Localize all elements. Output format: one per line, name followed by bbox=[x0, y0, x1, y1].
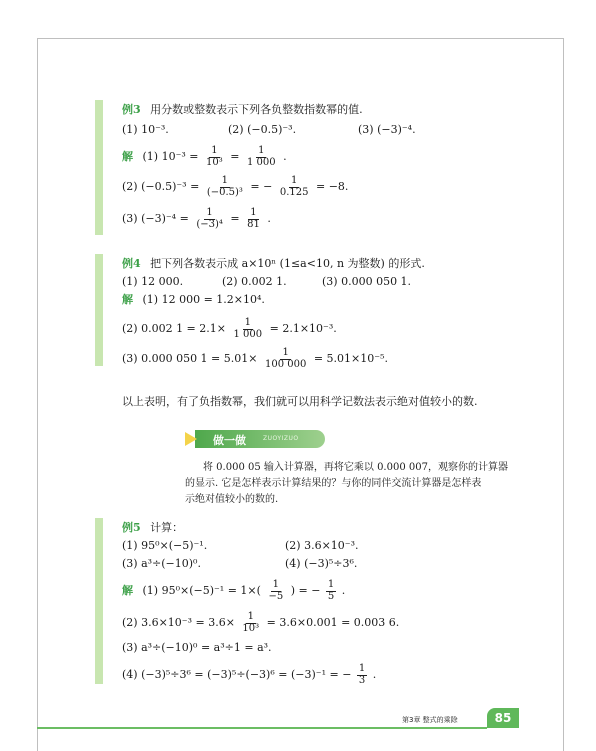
numerator: 1 bbox=[206, 207, 213, 218]
example-4-prompt: 把下列各数表示成 a×10ⁿ (1≤a<10, n 为整数) 的形式. bbox=[150, 257, 425, 270]
numerator: 1 bbox=[211, 145, 218, 156]
numerator: 1 bbox=[258, 145, 265, 156]
example-3-prompt: 用分数或整数表示下列各负整数指数幂的值. bbox=[150, 103, 363, 116]
fraction bbox=[231, 318, 264, 340]
numerator: 1 bbox=[358, 663, 366, 674]
summary-text: 以上表明，有了负指数幂，我们就可以用科学记数法表示绝对值较小的数. bbox=[122, 395, 478, 408]
example-4-q2: (2) 0.002 1. bbox=[222, 275, 287, 288]
math-text: (4) (−3)⁵÷3⁶ = (−3)⁵÷(−3)⁶ = (−3)⁻¹ = − bbox=[122, 668, 352, 681]
numerator: 1 bbox=[327, 579, 335, 590]
fraction bbox=[278, 176, 311, 198]
arrow-icon bbox=[185, 432, 197, 446]
math-text: . bbox=[372, 668, 377, 681]
numerator: 1 bbox=[250, 207, 257, 218]
example-4-bar bbox=[95, 254, 103, 366]
numerator: 1 bbox=[272, 579, 279, 590]
page-number: 85 bbox=[494, 711, 512, 725]
denominator: −5 bbox=[268, 590, 284, 602]
fraction bbox=[245, 146, 278, 168]
numerator: 1 bbox=[290, 175, 298, 186]
example-3-q1: (1) 10⁻³. bbox=[122, 123, 169, 136]
math-text: (2) (−0.5)⁻³ = bbox=[122, 180, 200, 193]
example-5-bar bbox=[95, 518, 103, 684]
example-3-heading bbox=[122, 104, 363, 115]
denominator: 10³ bbox=[242, 622, 260, 634]
fraction bbox=[204, 146, 225, 168]
fraction bbox=[245, 208, 262, 230]
denominator: 81 bbox=[247, 218, 260, 230]
fraction bbox=[205, 176, 245, 198]
denominator: 0.125 bbox=[279, 186, 309, 198]
math-text: . bbox=[267, 212, 271, 225]
fraction bbox=[326, 580, 336, 602]
numerator: 1 bbox=[247, 611, 254, 622]
math-text: (1) 95⁰×(−5)⁻¹ = 1×( bbox=[142, 584, 261, 597]
denominator: (−3)⁴ bbox=[196, 218, 223, 230]
activity-text-3: 示绝对值较小的数的. bbox=[185, 494, 279, 505]
example-3-solution-3 bbox=[122, 208, 271, 230]
numerator: 1 bbox=[244, 317, 251, 328]
chapter-title: 第3章 整式的乘除 bbox=[402, 716, 458, 724]
example-3-solution-2 bbox=[122, 176, 348, 198]
denominator: 10³ bbox=[206, 156, 223, 168]
math-text: = 3.6×0.001 = 0.003 6. bbox=[266, 616, 400, 629]
denominator: 100 000 bbox=[264, 358, 307, 370]
math-text: = bbox=[230, 150, 240, 163]
example-3-label: 例3 bbox=[122, 103, 141, 116]
activity-title: 做一做 bbox=[213, 434, 246, 447]
example-5-q2: (2) 3.6×10⁻³. bbox=[285, 539, 359, 552]
denominator: 1 000 bbox=[246, 156, 276, 168]
math-text: ) = − bbox=[290, 584, 321, 597]
numerator: 1 bbox=[221, 175, 229, 186]
math-text: = −8. bbox=[315, 180, 349, 193]
example-5-solution-3: (3) a³÷(−10)⁰ = a³÷1 = a³. bbox=[122, 641, 272, 654]
example-4-solution-2 bbox=[122, 318, 337, 340]
fraction bbox=[357, 664, 367, 686]
example-5-q1: (1) 95⁰×(−5)⁻¹. bbox=[122, 539, 208, 552]
fraction bbox=[240, 612, 261, 634]
example-5-prompt: 计算： bbox=[150, 521, 184, 534]
activity-subtitle: ZUOYIZUO bbox=[263, 435, 299, 442]
fraction bbox=[194, 208, 225, 230]
example-4-label: 例4 bbox=[122, 257, 141, 270]
numerator: 1 bbox=[282, 347, 289, 358]
example-5-solution-1 bbox=[122, 580, 345, 602]
math-text: (2) 0.002 1 = 2.1× bbox=[122, 322, 226, 335]
example-4-solution-1 bbox=[122, 294, 265, 305]
math-text: = 2.1×10⁻³. bbox=[269, 322, 337, 335]
example-5-solution-4 bbox=[122, 664, 376, 686]
example-3-q3: (3) (−3)⁻⁴. bbox=[358, 123, 416, 136]
math-text: (1) 12 000 = 1.2×10⁴. bbox=[142, 293, 265, 306]
math-text: (3) (−3)⁻⁴ = bbox=[122, 212, 189, 225]
example-4-heading bbox=[122, 258, 425, 269]
denominator: 1 000 bbox=[233, 328, 263, 340]
denominator: 5 bbox=[327, 590, 335, 602]
denominator: 3 bbox=[358, 674, 366, 686]
example-5-label: 例5 bbox=[122, 521, 141, 534]
example-4-q3: (3) 0.000 050 1. bbox=[322, 275, 412, 288]
example-3-solution-label: 解 bbox=[122, 150, 133, 163]
example-5-solution-2 bbox=[122, 612, 399, 634]
denominator: (−0.5)³ bbox=[206, 186, 243, 198]
math-text: = bbox=[230, 212, 240, 225]
footer-rule bbox=[37, 727, 487, 729]
math-text: . bbox=[283, 150, 287, 163]
activity-text-1: 将 0.000 05 输入计算器，再将它乘以 0.000 007，观察你的计算器 bbox=[203, 462, 508, 473]
example-4-solution-label: 解 bbox=[122, 293, 133, 306]
example-5-q4: (4) (−3)⁵÷3⁶. bbox=[285, 557, 358, 570]
activity-text-2: 的显示. 它是怎样表示计算结果的？与你的同伴交流计算器是怎样表 bbox=[185, 478, 482, 489]
example-3-solution-1 bbox=[122, 146, 287, 168]
math-text: . bbox=[341, 584, 346, 597]
example-5-q3: (3) a³÷(−10)⁰. bbox=[122, 557, 201, 570]
example-5-heading bbox=[122, 522, 183, 533]
activity-banner bbox=[185, 430, 325, 448]
math-text: = 5.01×10⁻⁵. bbox=[313, 352, 388, 365]
page-number-badge bbox=[487, 708, 519, 728]
example-4-q1: (1) 12 000. bbox=[122, 275, 184, 288]
math-text: (2) 3.6×10⁻³ = 3.6× bbox=[122, 616, 235, 629]
fraction bbox=[266, 580, 285, 602]
example-4-solution-3 bbox=[122, 348, 388, 370]
math-text: (1) 10⁻³ = bbox=[142, 150, 199, 163]
math-text: (3) 0.000 050 1 = 5.01× bbox=[122, 352, 258, 365]
math-text: = − bbox=[250, 180, 273, 193]
example-3-bar bbox=[95, 100, 103, 235]
fraction bbox=[263, 348, 308, 370]
example-3-q2: (2) (−0.5)⁻³. bbox=[228, 123, 297, 136]
example-5-solution-label: 解 bbox=[122, 584, 133, 597]
